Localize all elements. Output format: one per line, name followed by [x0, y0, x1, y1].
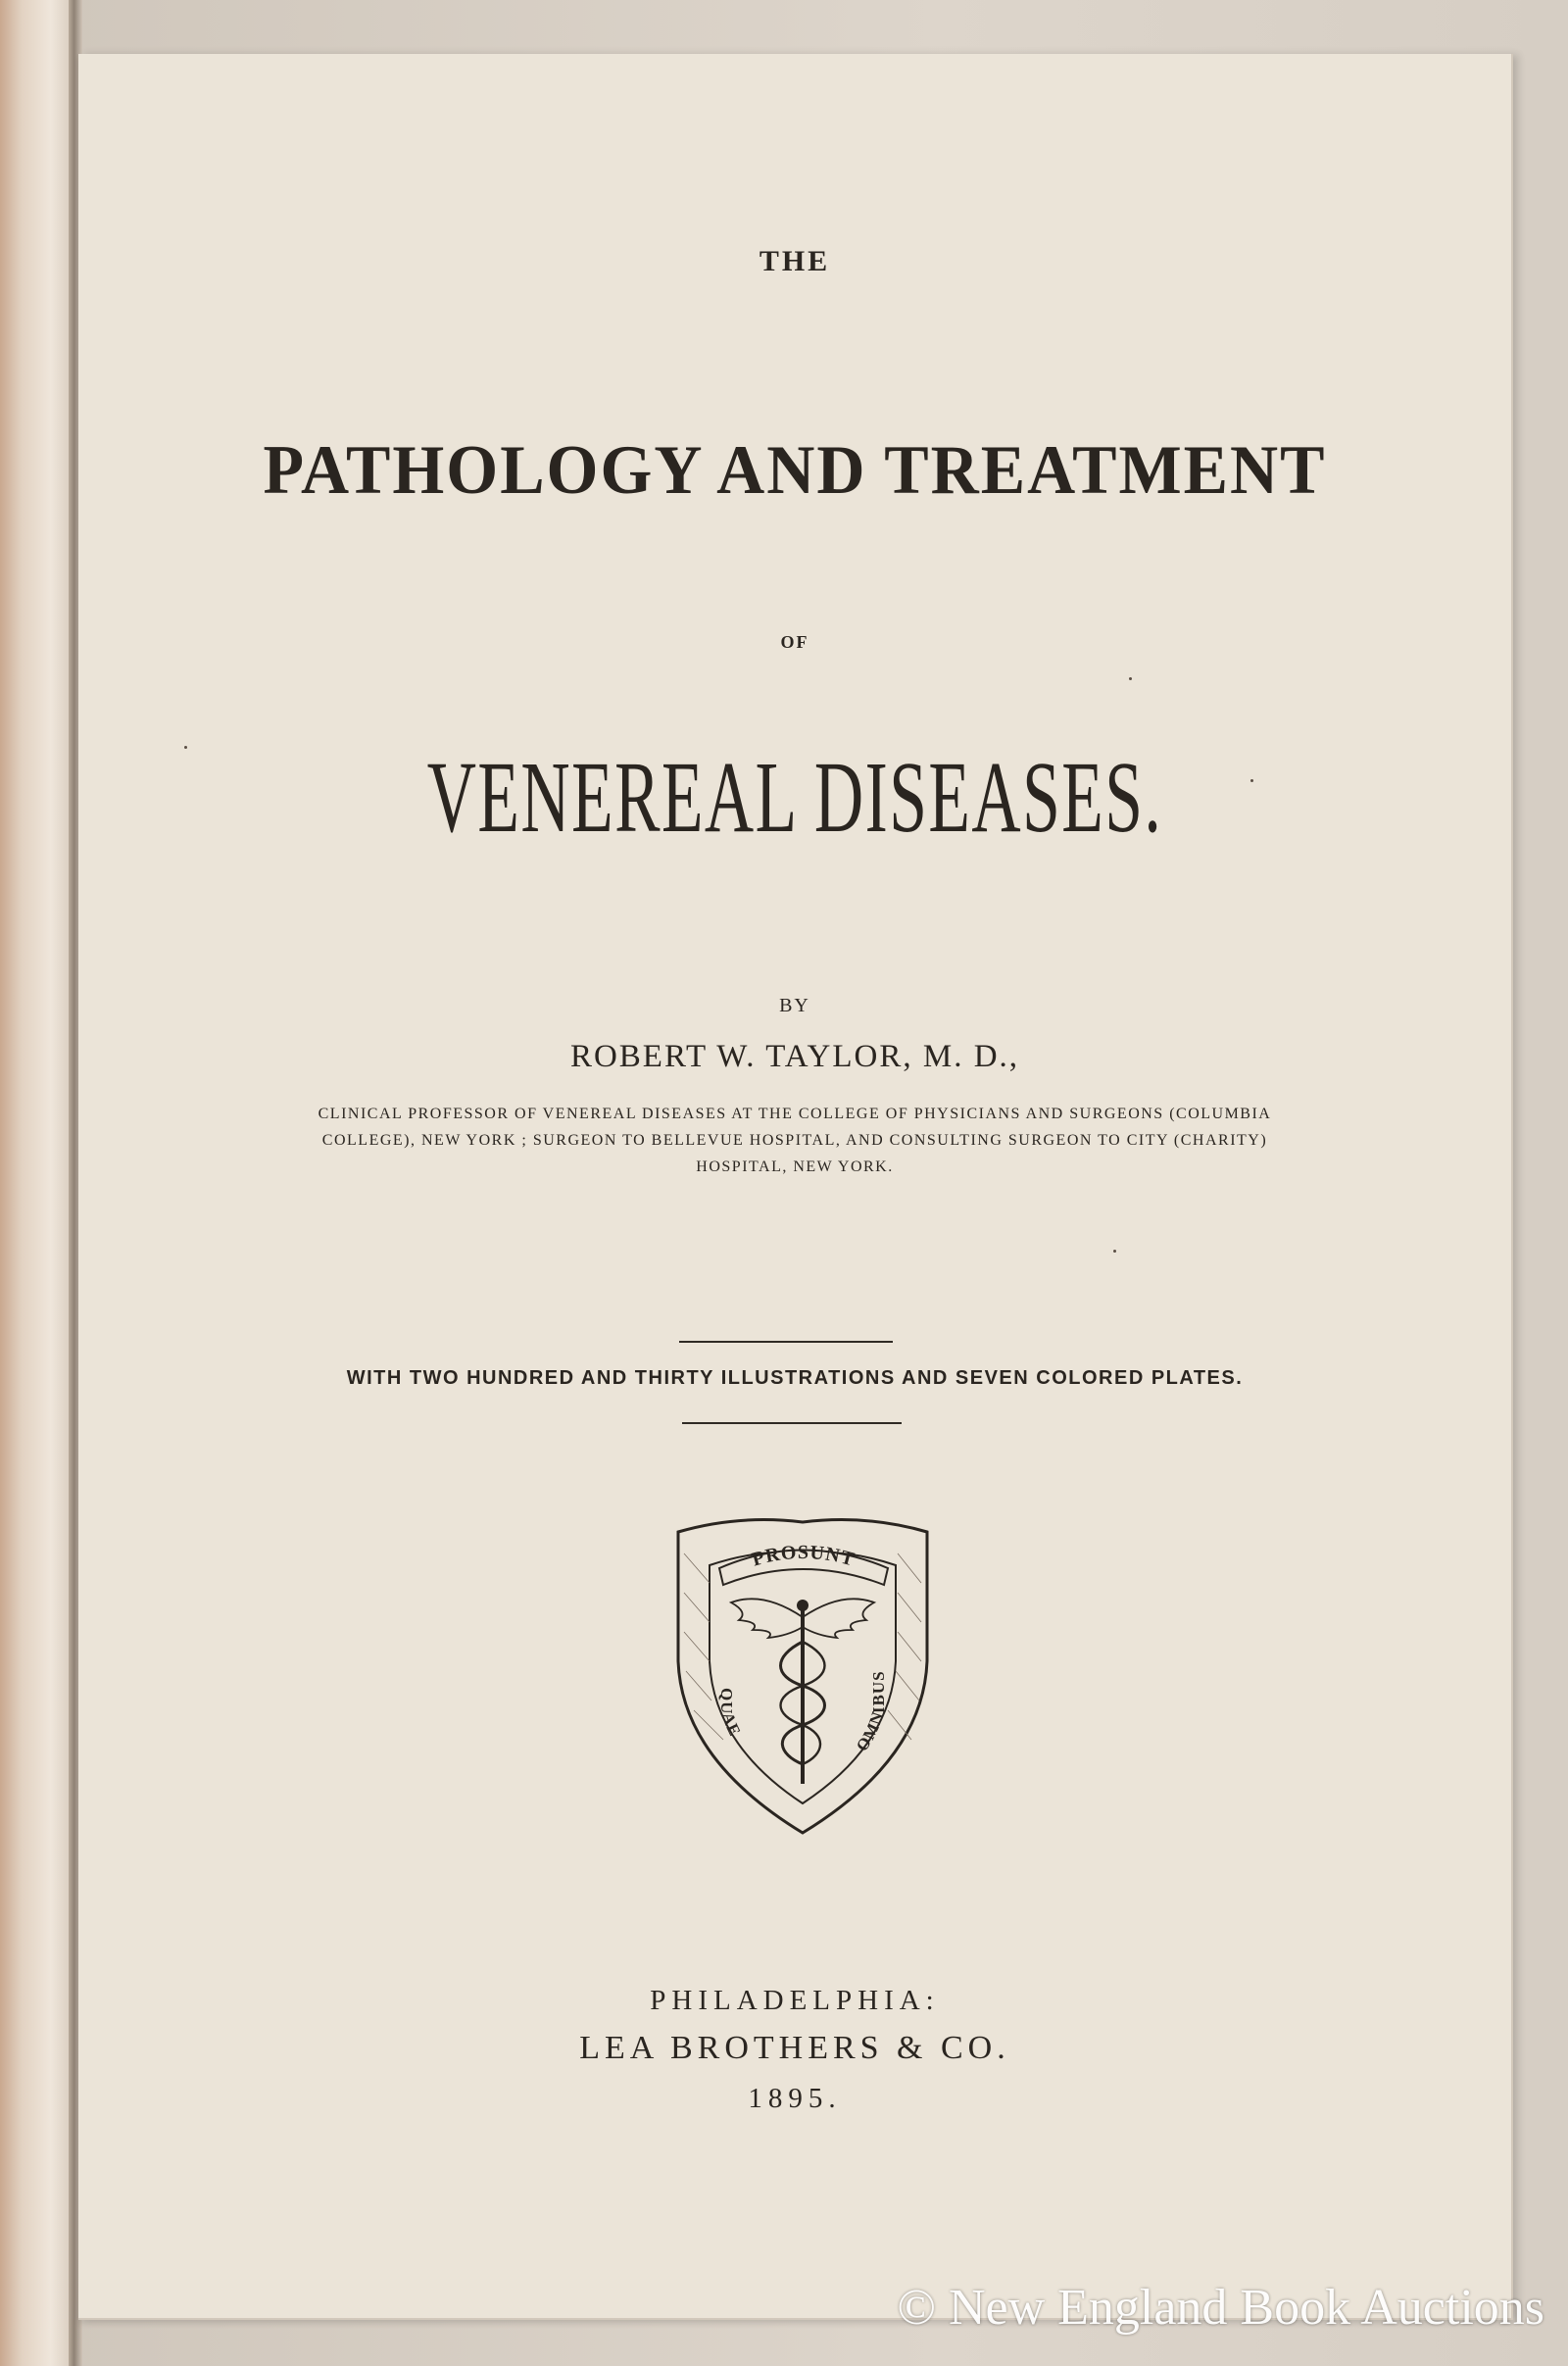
- paper-speck: [1113, 1250, 1116, 1253]
- paper-speck: [1250, 779, 1253, 782]
- svg-text:OMNIBUS: [853, 1670, 888, 1754]
- book-binding: [0, 0, 73, 2366]
- copyright-watermark: © New England Book Auctions: [897, 2280, 1544, 2336]
- paper-speck: [184, 746, 187, 749]
- by-label: BY: [779, 995, 810, 1016]
- title-page: [78, 54, 1513, 2320]
- illustrations-note: WITH TWO HUNDRED AND THIRTY ILLUSTRATIONS AND SEVEN COLORED PLATES.: [346, 1367, 1244, 1389]
- caduceus-shield-icon: [670, 1514, 935, 1838]
- main-title-line-1: PATHOLOGY AND TREATMENT: [263, 430, 1327, 509]
- svg-text:QUAE: [717, 1688, 745, 1740]
- title-of: OF: [780, 632, 809, 652]
- title-article: THE: [759, 245, 831, 277]
- main-title-line-2: VENEREAL DISEASES.: [426, 741, 1163, 855]
- divider-rule-bottom: [682, 1422, 902, 1424]
- author-name: ROBERT W. TAYLOR, M. D.,: [569, 1039, 1020, 1074]
- emblem-motto-top: PROSUNT: [749, 1541, 858, 1571]
- paper-speck: [1129, 677, 1132, 680]
- imprint-publisher: LEA BROTHERS & CO.: [579, 2030, 1010, 2066]
- emblem-motto-left: QUAE: [717, 1687, 745, 1740]
- divider-rule-top: [679, 1341, 893, 1343]
- imprint-year: 1895.: [748, 2083, 842, 2114]
- imprint-city: PHILADELPHIA:: [650, 1985, 940, 2016]
- emblem-motto-right: OMNIBUS: [852, 1670, 888, 1755]
- author-credentials: CLINICAL PROFESSOR OF VENEREAL DISEASES AT THE COLLEGE OF PHYSICIANS AND SURGEONS (COLUMBIA COLLEGE), NEW YORK ; SURGEON TO BELLEVUE HOSPITAL, AND CONSULTING SURGEON TO CITY (CHARITY) HOSPITAL, NEW YORK.: [318, 1106, 1272, 1175]
